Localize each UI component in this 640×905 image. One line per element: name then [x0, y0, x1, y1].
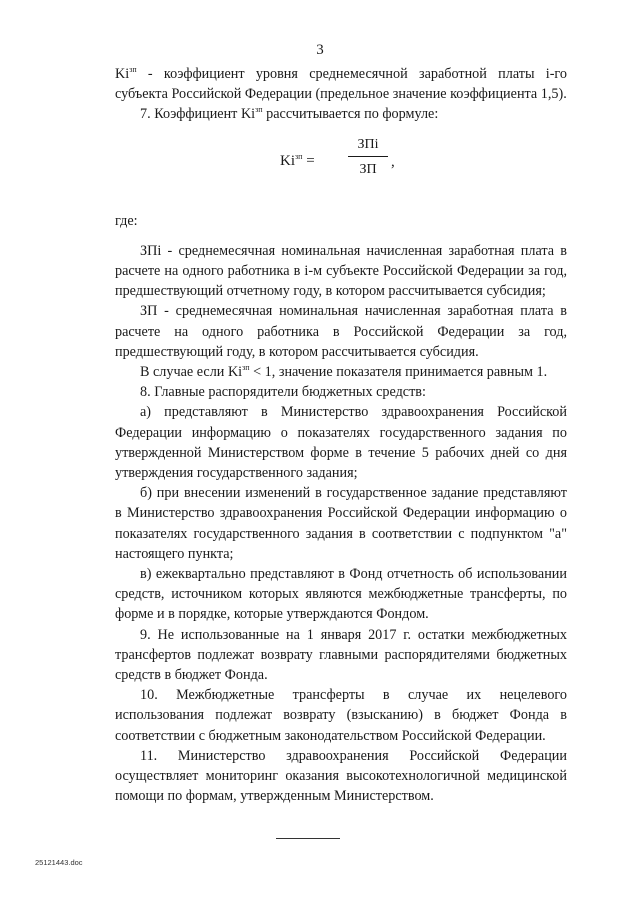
paragraph-8c: в) ежеквартально представляют в Фонд отчетность об использовании средств, источником которых являются межбюджетные трансферты, по форме и в порядке, которые утверждаются Фондом.: [115, 566, 567, 623]
paragraph-8a: а) представляют в Министерство здравоохранения Российской Федерации информацию о показателях государственного задания по утвержденной Министерством форме в течение 5 рабочих дней со дня утверждения государственного задания;: [115, 404, 567, 482]
definition-zpi: ЗПi - среднемесячная номинальная начисленная заработная плата в расчете на одного работника в i-м субъекте Российской Федерации за год, предшествующий отчетному году, в котором рассчитывается субсидия;: [115, 242, 567, 300]
document-body: [115, 64, 567, 807]
paragraph-8: 8. Главные распорядители бюджетных средств:: [140, 384, 426, 401]
formula-comma: ,: [391, 153, 395, 170]
symbol-ki: Ki: [115, 66, 130, 82]
page-number: 3: [316, 42, 324, 58]
case-line: [115, 362, 567, 382]
definition-zp: ЗП - среднемесячная номинальная начисленная заработная плата в расчете на одного работника в Российской Федерации за год, предшествующий году, в котором рассчитывается субсидия.: [115, 303, 567, 360]
formula-equals: =: [306, 152, 315, 169]
paragraph-intro: [115, 64, 567, 104]
case-text-before: В случае если: [140, 364, 228, 381]
end-divider: [276, 838, 340, 839]
intro-text: - коэффициент уровня среднемесячной заработной платы i-го субъекта Российской Федерации (предельное значение коэффициента 1,5).: [115, 66, 567, 103]
formula-numerator: ЗПi: [348, 135, 388, 157]
paragraph-11: 11. Министерство здравоохранения Российской Федерации осуществляет мониторинг оказания высокотехнологичной медицинской помощи по формам, утвержденным Министерством.: [115, 747, 567, 805]
p7-text-after: рассчитывается по формуле:: [262, 106, 439, 123]
paragraph-10: 10. Межбюджетные трансферты в случае их нецелевого использования подлежат возврату (взысканию) в бюджет Фонда в соответствии с бюджетным законодательством Российской Федерации.: [115, 687, 567, 744]
formula-lhs-symbol: Ki: [280, 152, 295, 169]
formula-lhs-sup: зп: [295, 151, 303, 161]
symbol-sup: зп: [255, 105, 263, 115]
p7-text-before: 7. Коэффициент: [140, 106, 241, 123]
case-text-after: < 1, значение показателя принимается равным 1.: [249, 364, 548, 381]
paragraph-8b: б) при внесении изменений в государственное задание представляют в Министерство здравоохранения Российской Федерации информацию о показателях государственного задания в соответствии с подпунктом "а" настоящего пункта;: [115, 485, 567, 562]
symbol-ki: Ki: [240, 106, 256, 123]
footer-filename: 25121443.doc: [35, 858, 83, 867]
symbol-sup: зп: [129, 65, 137, 74]
formula-fraction: [348, 135, 388, 180]
where-label: где:: [115, 212, 138, 229]
formula: [115, 133, 567, 195]
symbol-sup: зп: [242, 363, 250, 373]
paragraph-7: [115, 104, 567, 124]
paragraph-9: 9. Не использованные на 1 января 2017 г. остатки межбюджетных трансфертов подлежат возврату главными распорядителями бюджетных средств в бюджет Фонда.: [115, 626, 567, 684]
symbol-ki: Ki: [227, 364, 243, 381]
formula-denominator: ЗП: [359, 161, 377, 177]
formula-lhs: [280, 151, 315, 171]
